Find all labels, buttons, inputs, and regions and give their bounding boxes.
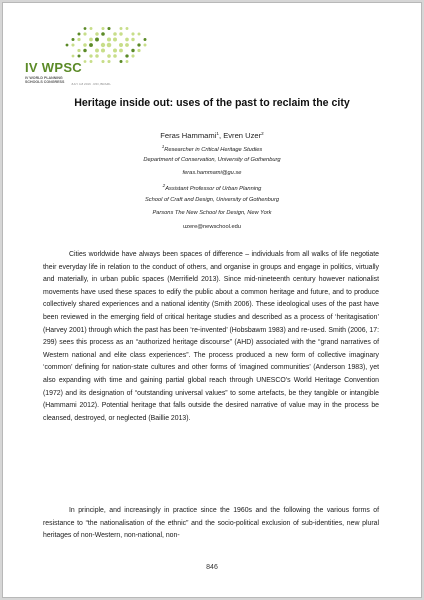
logo-dot: [71, 38, 74, 41]
logo-dot: [119, 43, 123, 47]
author-name: Evren Uzer: [223, 131, 262, 140]
logo-subtitle: IV WORLD PLANNING SCHOOLS CONGRESS: [25, 76, 65, 85]
logo-title: IV WPSC: [25, 60, 82, 75]
logo-dot: [95, 54, 99, 58]
author-mark: 2: [261, 131, 264, 136]
affiliation-line: $^1$Researcher in Critical Heritage Studies: [161, 144, 263, 153]
logo-dot: [89, 38, 93, 42]
logo-dot: [144, 38, 147, 41]
logo-dot: [126, 60, 129, 63]
logo-dot: [137, 49, 140, 52]
leaf-dots-icon: [63, 19, 153, 65]
logo-dot: [107, 37, 111, 41]
page-number: 846: [206, 564, 218, 571]
logo-dot: [84, 60, 87, 63]
document-page: [2, 2, 422, 598]
paper-title: Heritage inside out: uses of the past to reclaim the city: [74, 97, 350, 109]
logo-dot: [113, 54, 117, 58]
logo-dot: [101, 48, 105, 52]
logo-dot: [89, 54, 92, 57]
logo-dot: [83, 43, 87, 47]
author-separator: ,: [218, 131, 224, 140]
logo-dot: [66, 44, 69, 47]
affiliation-line: School of Craft and Design, University of Gothenburg: [144, 197, 280, 203]
logo-dot: [77, 49, 80, 52]
logo-dot: [71, 43, 74, 46]
logo-dot: [119, 49, 123, 53]
logo-dot: [90, 60, 93, 63]
logo-dot: [131, 38, 134, 41]
logo-dot: [138, 33, 141, 36]
author-mark: 1: [216, 131, 219, 136]
logo-dot: [101, 27, 104, 30]
logo-dot: [83, 49, 86, 52]
logo-dot: [83, 32, 86, 35]
logo-dot: [95, 38, 99, 42]
logo-dot: [89, 43, 93, 47]
logo-dot: [72, 55, 75, 58]
logo-dot: [126, 27, 129, 30]
logo-dot: [119, 32, 122, 35]
affiliation-line: Department of Conservation, University of Gothenburg: [143, 157, 281, 163]
logo-dot: [131, 32, 134, 35]
logo-dot: [107, 54, 111, 58]
affiliation-line: Parsons The New School for Design, New York: [152, 210, 272, 216]
logo-dot: [125, 38, 129, 42]
logo-dot: [131, 54, 134, 57]
conference-logo: [25, 17, 165, 87]
author-name: Feras Hammami: [160, 131, 217, 140]
logo-dot: [125, 54, 128, 57]
logo-dot: [77, 32, 80, 35]
logo-dot: [143, 43, 146, 46]
logo-dot: [101, 32, 105, 36]
logo-dot: [119, 60, 122, 63]
logo-dot: [107, 27, 110, 30]
logo-dot: [95, 49, 99, 53]
logo-dot: [137, 43, 140, 46]
logo-dot: [101, 60, 104, 63]
logo-dot: [113, 48, 117, 52]
logo-dot: [77, 54, 80, 57]
logo-tagline: JULY 4-8 2016 · RIO, BRAZIL: [71, 82, 111, 86]
logo-dot: [107, 43, 112, 48]
logo-dot: [131, 49, 134, 52]
email-line: feras.hammami@gu.se: [182, 170, 242, 176]
body-paragraph: In principle, and increasingly in practice since the 1960s and the following the various forms of resistance to “the nationalisation of the ethnic” and the socio-political exclusion of sub-identities, new plural heritages of non-Western, non-national, non-: [43, 507, 379, 540]
body-paragraph: Cities worldwide have always been spaces of difference – individuals from all walks of life negotiate their everyday life in relation to the conduct of others, and organise in groups and engage in politics, virtually and materially, in urban public spaces (Merrifield 2013). Since mid-nineteenth century however nationalist movements have used these spaces to edify the public about a common heritage and future, and to produce collectively shared experiences and a national identity (Smith 2006). These ideological uses of the past have been reviewed in the emerging field of critical heritage studies and described as a process of ‘heritagisation’ (Harvey 2001) through which the past has been ‘re-invented’ (Hobsbawm 1983) and re-used. Smith (2006, 17: 299) sees this process as an “authorized heritage discourse” (AHD) associated with the “grand narratives of Western national and elite class experiences”. The process produced a new form of collective imaginary ‘common’ defining for nation-state cultures and other forms of ‘imagined communities’ (Anderson 1983), yet also expanding with time and gaining partial global reach through UNESCO’s World Heritage Convention (1972) and its designation of “outstanding universal values” to some artefacts, be they tangible or intangible (Hammami 2012). Potential heritage that falls outside the desired narrative of value may in the process be cleansed, destroyed, or neglected (Baillie 2013).: [43, 251, 379, 422]
logo-dot: [107, 60, 110, 63]
logo-dot: [90, 27, 93, 30]
logo-dot: [113, 32, 117, 36]
logo-dot: [113, 37, 117, 41]
logo-dot: [84, 27, 87, 30]
affiliation-line: $^2$Assistant Professor of Urban Planning: [162, 183, 262, 192]
logo-dot: [95, 32, 99, 36]
logo-dot: [125, 43, 129, 47]
logo-dot: [101, 43, 105, 47]
logo-dot: [77, 38, 80, 41]
author-line: [3, 131, 421, 140]
logo-dot: [119, 27, 122, 30]
email-line: uzere@newschool.edu: [183, 224, 241, 230]
